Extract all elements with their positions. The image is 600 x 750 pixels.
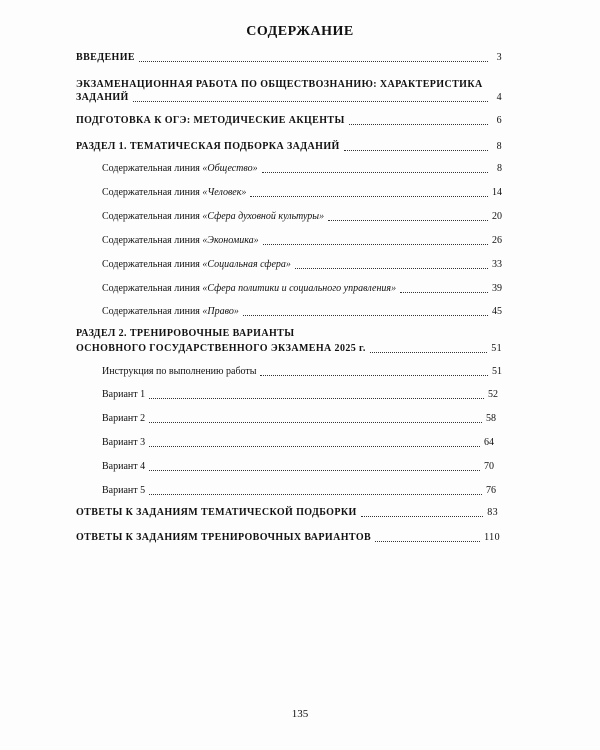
toc-entry-exam-work-line1: ЭКЗАМЕНАЦИОННАЯ РАБОТА ПО ОБЩЕСТВОЗНАНИЮ: ХАРАКТЕРИСТИКА (76, 79, 483, 90)
dot-leader (149, 445, 480, 447)
toc-page-number: 3 (496, 52, 502, 63)
toc-entry-instruction[interactable] (102, 366, 502, 378)
toc-entry-label: Содержательная линия «Право» (102, 306, 239, 317)
toc-entry-section-2-line1: РАЗДЕЛ 2. ТРЕНИРОВОЧНЫЕ ВАРИАНТЫ (76, 328, 295, 339)
toc-entry-label: ПОДГОТОВКА К ОГЭ: МЕТОДИЧЕСКИЕ АКЦЕНТЫ (76, 115, 345, 126)
toc-entry-line-human[interactable] (102, 187, 502, 199)
toc-entry-variant-1[interactable] (102, 389, 498, 401)
dot-leader (349, 123, 488, 125)
toc-entry-label: Содержательная линия «Сфера духовной культуры» (102, 211, 325, 222)
toc-page-number: 58 (486, 413, 496, 424)
toc-entry-label: РАЗДЕЛ 1. ТЕМАТИЧЕСКАЯ ПОДБОРКА ЗАДАНИЙ (76, 141, 340, 152)
toc-entry-line-economy[interactable] (102, 235, 502, 247)
dot-leader (133, 100, 488, 102)
toc-entry-label: ВВЕДЕНИЕ (76, 52, 135, 63)
toc-page-number: 8 (496, 141, 502, 152)
toc-page-number: 6 (496, 115, 502, 126)
dot-leader (361, 515, 483, 517)
toc-title: СОДЕРЖАНИЕ (246, 24, 354, 39)
toc-entry-variant-3[interactable] (102, 437, 494, 449)
dot-leader (263, 243, 488, 245)
toc-page-number: 4 (496, 92, 502, 103)
toc-page-number: 45 (492, 306, 502, 317)
toc-entry-introduction[interactable] (76, 52, 502, 64)
toc-entry-answers-thematic[interactable] (76, 507, 498, 519)
toc-entry-label: Содержательная линия «Человек» (102, 187, 247, 198)
toc-entry-preparation[interactable] (76, 115, 502, 127)
toc-entry-variant-2[interactable] (102, 413, 496, 425)
dot-leader (295, 267, 488, 269)
toc-entry-label: ЗАДАНИЙ (76, 92, 129, 103)
toc-page-number: 33 (492, 259, 502, 270)
dot-leader (370, 351, 487, 353)
toc-page-number: 110 (484, 532, 500, 543)
toc-entry-answers-variants[interactable] (76, 532, 500, 544)
toc-entry-label: Вариант 4 (102, 461, 146, 472)
toc-page-number: 83 (487, 507, 498, 518)
toc-entry-line-social[interactable] (102, 259, 502, 271)
dot-leader (400, 291, 488, 293)
toc-page-number: 8 (497, 163, 502, 174)
toc-entry-label: Инструкция по выполнению работы (102, 366, 257, 377)
toc-entry-line-politics[interactable] (102, 283, 502, 295)
toc-entry-line-society[interactable] (102, 163, 502, 175)
toc-entry-label: ОСНОВНОГО ГОСУДАРСТВЕННОГО ЭКЗАМЕНА 2025 г. (76, 343, 366, 354)
toc-page-number: 76 (486, 485, 496, 496)
toc-entry-label: Вариант 5 (102, 485, 146, 496)
toc-entry-line-culture[interactable] (102, 211, 502, 223)
toc-entry-label: ОТВЕТЫ К ЗАДАНИЯМ ТРЕНИРОВОЧНЫХ ВАРИАНТОВ (76, 532, 372, 543)
toc-page-number: 39 (492, 283, 502, 294)
toc-entry-section-1[interactable] (76, 141, 502, 153)
toc-entry-label: Вариант 2 (102, 413, 146, 424)
dot-leader (139, 60, 488, 62)
dot-leader (260, 374, 488, 376)
toc-entry-label: Содержательная линия «Общество» (102, 163, 258, 174)
toc-entry-variant-4[interactable] (102, 461, 494, 473)
toc-entry-label: ОТВЕТЫ К ЗАДАНИЯМ ТЕМАТИЧЕСКОЙ ПОДБОРКИ (76, 507, 357, 518)
dot-leader (250, 195, 488, 197)
dot-leader (149, 397, 484, 399)
toc-page-number: 14 (492, 187, 502, 198)
dot-leader (149, 469, 480, 471)
toc-page-number: 26 (492, 235, 502, 246)
toc-entry-section-2[interactable] (76, 343, 502, 355)
toc-page-number: 52 (488, 389, 498, 400)
dot-leader (149, 421, 482, 423)
toc-entry-label: Вариант 1 (102, 389, 146, 400)
toc-page-number: 70 (484, 461, 494, 472)
toc-entry-exam-work[interactable] (76, 92, 502, 104)
toc-entry-line-law[interactable] (102, 306, 502, 318)
toc-page-number: 20 (492, 211, 502, 222)
toc-entry-label: Содержательная линия «Социальная сфера» (102, 259, 291, 270)
page-number: 135 (291, 708, 309, 720)
dot-leader (328, 219, 488, 221)
dot-leader (243, 314, 488, 316)
toc-page-number: 64 (484, 437, 494, 448)
dot-leader (149, 493, 482, 495)
dot-leader (375, 540, 480, 542)
toc-entry-label: Содержательная линия «Экономика» (102, 235, 259, 246)
toc-entry-variant-5[interactable] (102, 485, 496, 497)
toc-entry-label: Вариант 3 (102, 437, 146, 448)
toc-page-number: 51 (491, 343, 502, 354)
dot-leader (344, 149, 488, 151)
dot-leader (262, 171, 488, 173)
toc-entry-label: Содержательная линия «Сфера политики и социального управления» (102, 283, 397, 294)
toc-page-number: 51 (492, 366, 502, 377)
